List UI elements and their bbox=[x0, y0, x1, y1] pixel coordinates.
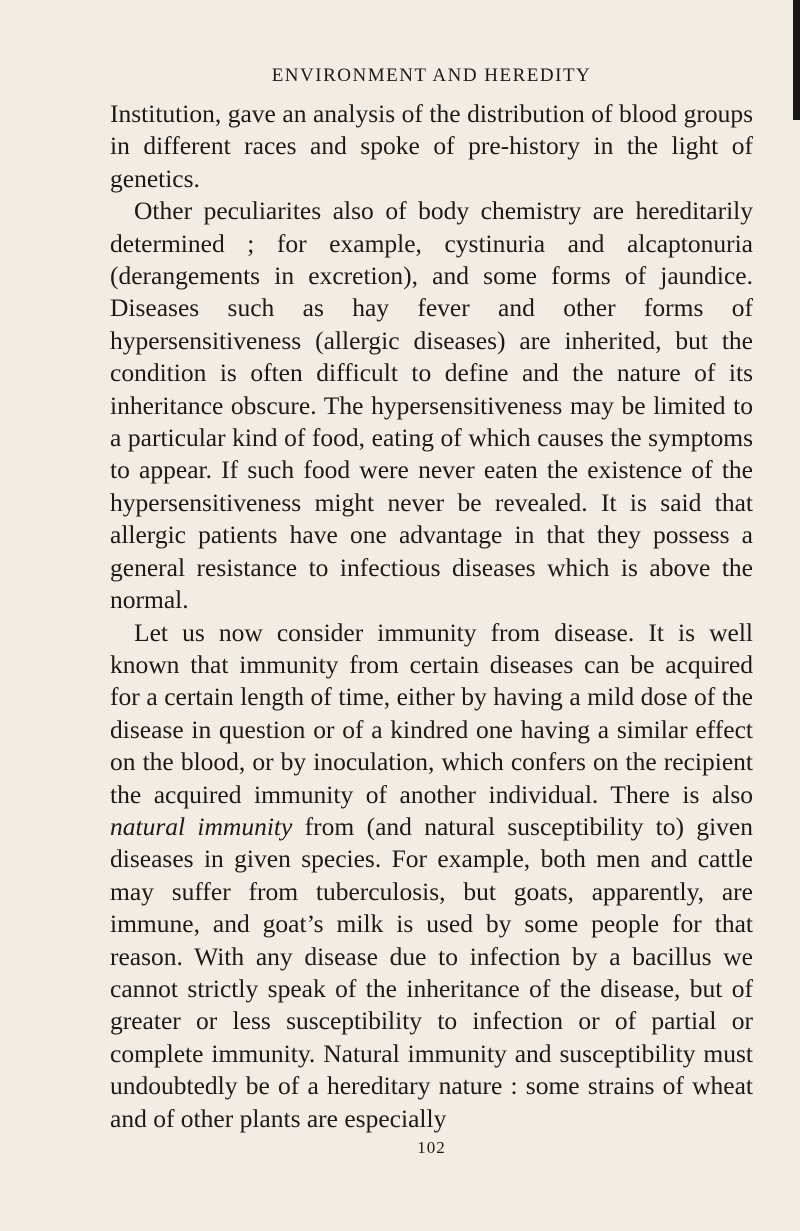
paragraph-3-text-before: Let us now consider immunity from disease. It is well known that immunity from certain diseases can be acquired for a certain length of time, either by having a mild dose of the disease in question or of a kindred one having a similar effect on the blood, or by inoculation, which confers on the recipient the acquired immunity of another individual. There is also bbox=[110, 617, 753, 809]
paragraph-2: Other peculiarites also of body chemistry are hereditarily determined ; for example, cystinuria and alcaptonuria (derangements in excretion), and some forms of jaundice. Diseases such as hay fever and other forms of hypersensitiveness (allergic diseases) are inherited, but the condition is often difficult to define and the nature of its inheritance obscure. The hypersensitiveness may be limited to a particular kind of food, eating of which causes the symptoms to appear. If such food were never eaten the existence of the hypersensitiveness might never be revealed. It is said that allergic patients have one advantage in that they possess a general resistance to infectious diseases which is above the normal. bbox=[110, 196, 753, 615]
page-number: 102 bbox=[417, 1138, 446, 1157]
book-page bbox=[110, 60, 753, 1159]
paragraph-3-text-after: from (and natural susceptibility to) given diseases in given species. For example, both men and cattle may suffer from tuberculosis, but goats, apparently, are immune, and goat’s milk is used by some people for that reason. With any disease due to infection by a bacillus we cannot strictly speak of the inheritance of the disease, but of greater or less susceptibility to infection or of partial or complete immunity. Natural immunity and susceptibility must undoubtedly be of a hereditary nature : some strains of wheat and of other plants are especially bbox=[110, 811, 753, 1133]
natural-immunity-emphasis: natural immunity bbox=[110, 811, 293, 841]
page-edge-shadow bbox=[793, 0, 800, 120]
paragraph-1: Institution, gave an analysis of the distribution of blood groups in different races and spoke of pre-history in the light of genetics. bbox=[110, 99, 753, 193]
paragraph-3 bbox=[110, 617, 753, 1136]
running-head: ENVIRONMENT AND HEREDITY bbox=[271, 65, 592, 86]
